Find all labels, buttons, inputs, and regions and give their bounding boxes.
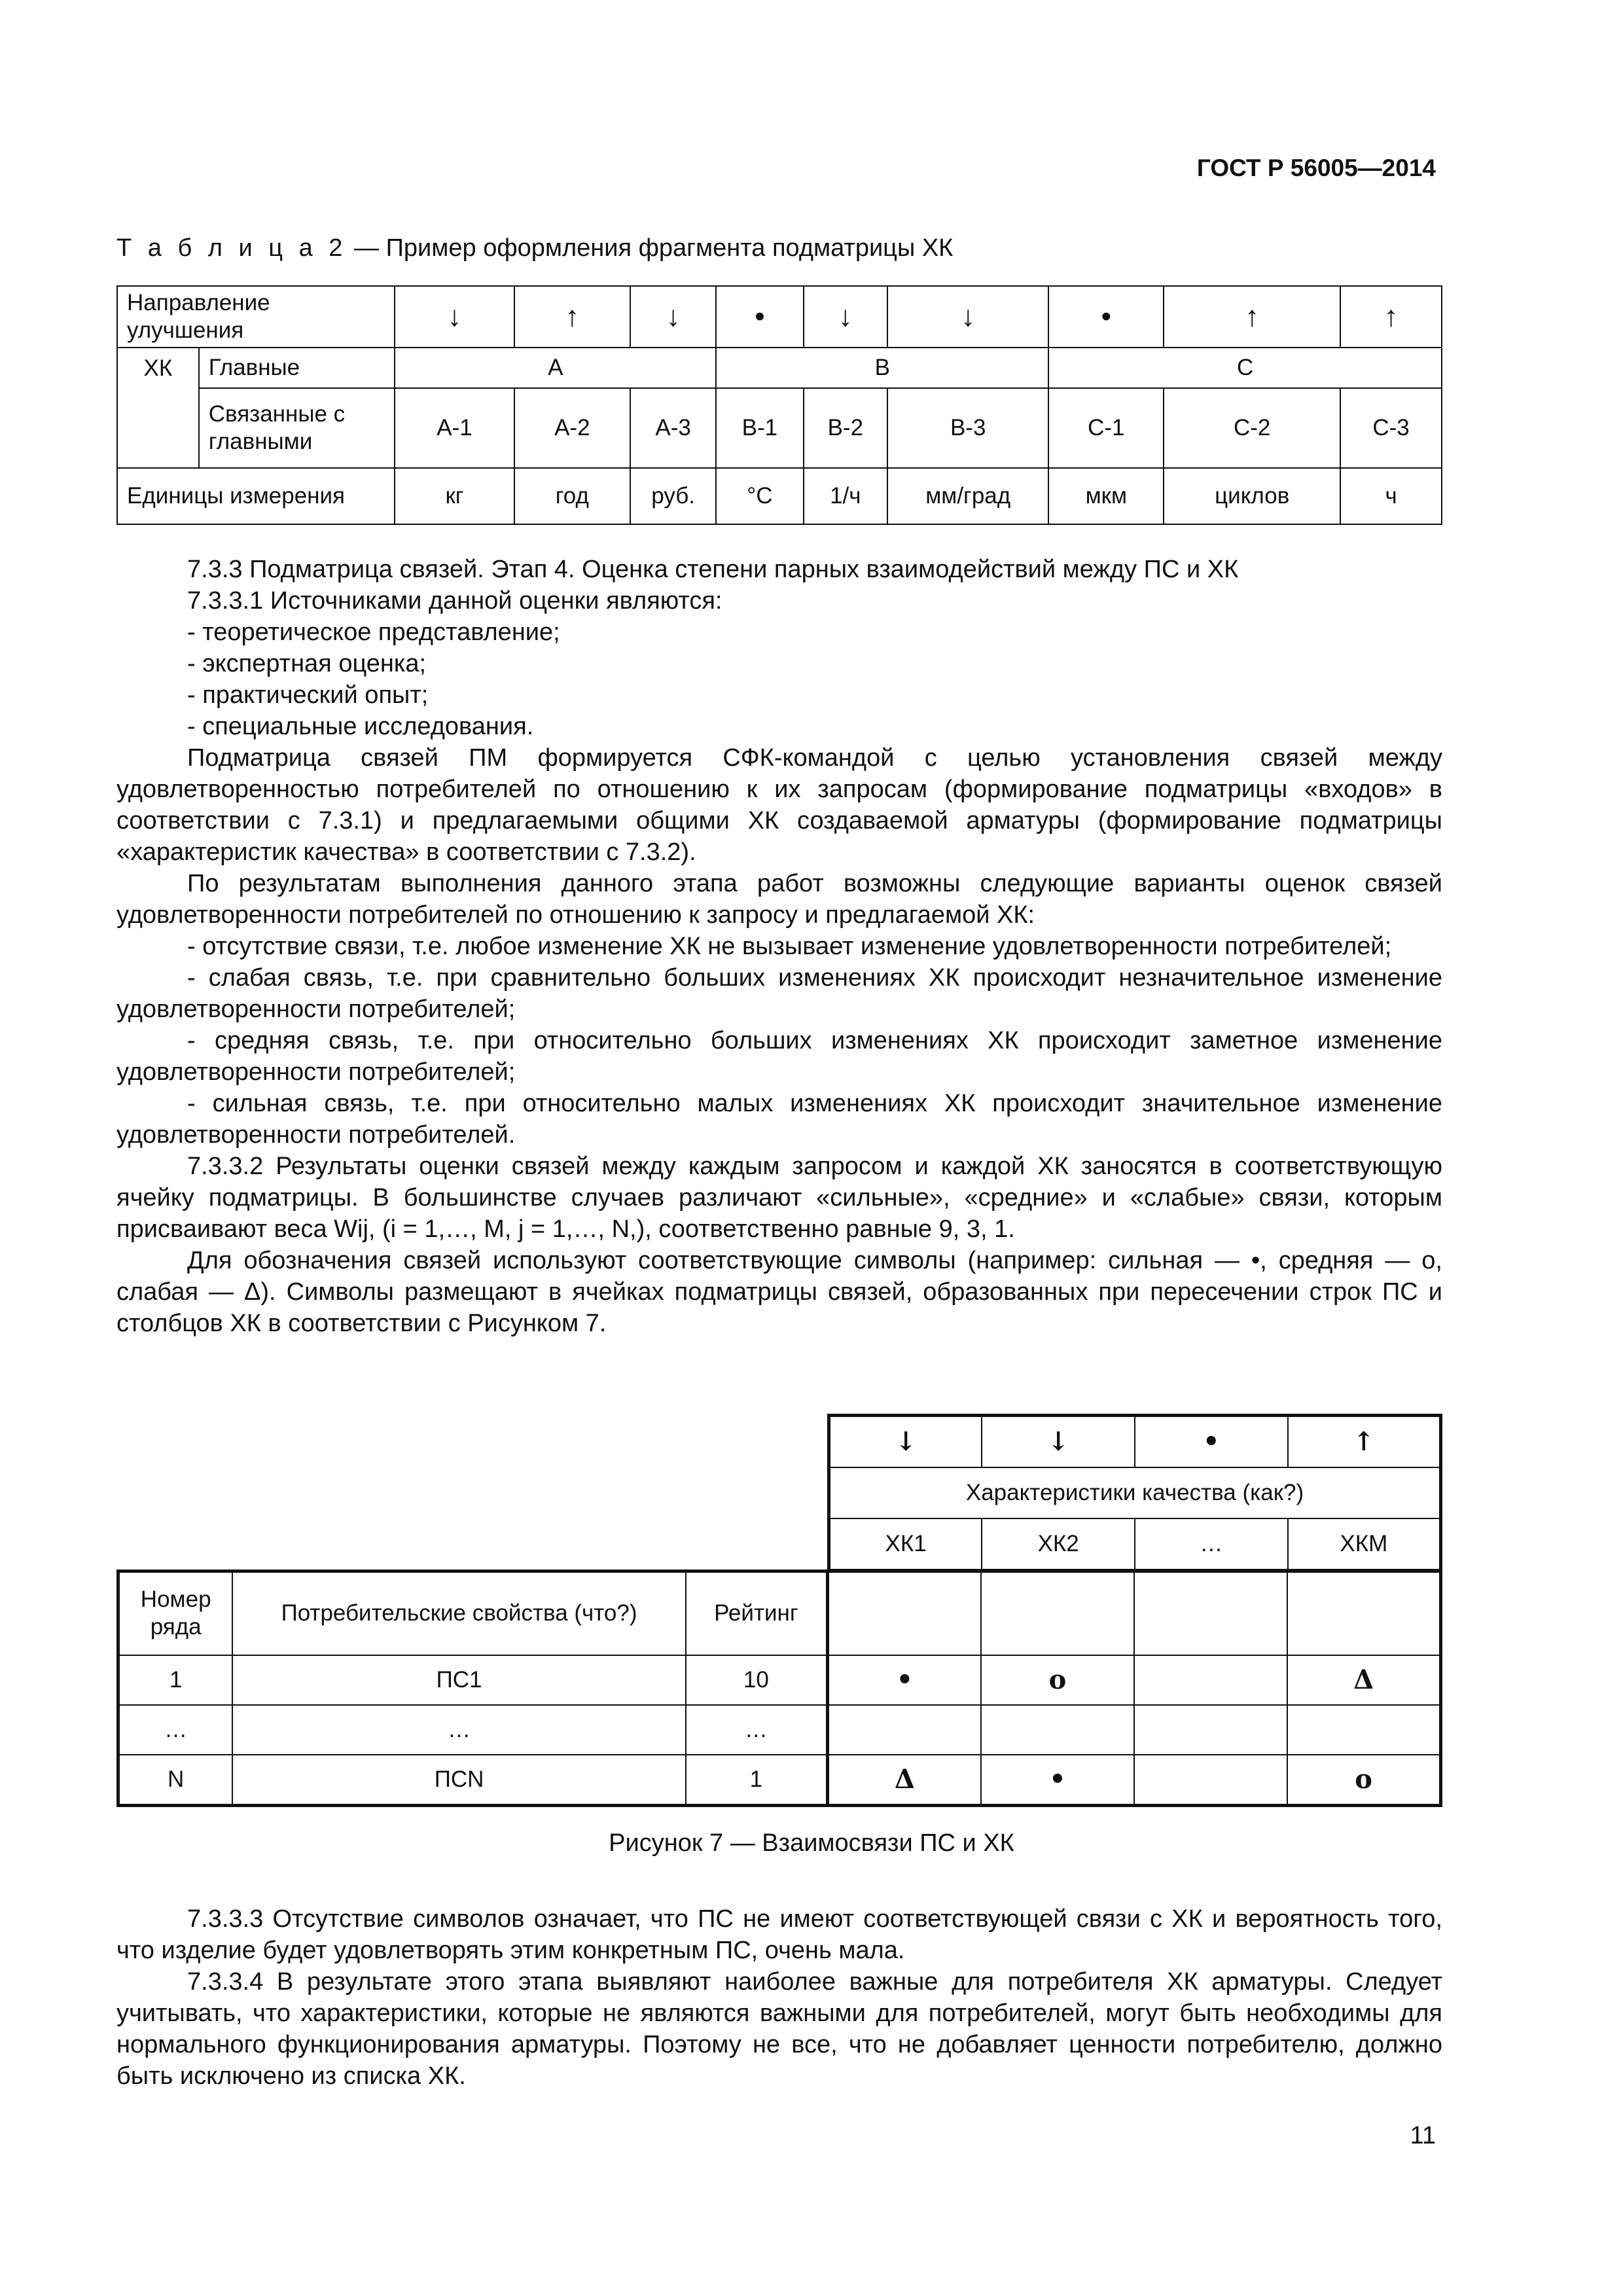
matrix-cell — [1287, 1705, 1440, 1755]
matrix-cell — [1134, 1755, 1287, 1806]
matrix-cell — [828, 1571, 981, 1655]
matrix-cell — [981, 1571, 1134, 1655]
xk-header-table — [827, 1414, 1442, 1572]
matrix-cell: Δ — [1287, 1655, 1440, 1705]
group-cell: C — [1048, 348, 1442, 388]
matrix-cell: o — [1287, 1755, 1440, 1806]
matrix-cell: Δ — [828, 1755, 981, 1806]
matrix-cell: o — [981, 1655, 1134, 1705]
matrix-cell — [981, 1705, 1134, 1755]
related-cell: A-1 — [395, 388, 514, 468]
matrix-cell: • — [828, 1655, 981, 1705]
table-caption-text: — Пример оформления фрагмента подматрицы ХК — [347, 234, 954, 262]
rating-cell: 10 — [686, 1655, 828, 1705]
list-item: - экспертная оценка; — [187, 650, 427, 677]
rating-cell: … — [686, 1705, 828, 1755]
related-cell: A-3 — [630, 388, 716, 468]
direction-cell: • — [716, 286, 803, 348]
group-cell: B — [716, 348, 1048, 388]
ps-cell: ПС1 — [232, 1655, 685, 1705]
direction-cell: ↑ — [1340, 286, 1442, 348]
list-item: - теоретическое представление; — [187, 619, 560, 646]
direction-cell: ↑ — [1164, 286, 1340, 348]
related-cell: B-2 — [804, 388, 887, 468]
related-cell: C-2 — [1164, 388, 1340, 468]
row-number: N — [118, 1755, 233, 1806]
paragraph-symbols: Для обозначения связей используют соответствующие символы (например: сильная — •, средняя — o, слабая — Δ). Символы размещают в ячейках подматрицы связей, образованных при пересечении строк ПС и столбцов ХК в соответствии с Рисунком 7. — [116, 1247, 1442, 1337]
matrix-cell — [828, 1705, 981, 1755]
rating-cell: 1 — [686, 1755, 828, 1806]
xk-direction-cell: • — [1135, 1416, 1288, 1468]
xk-direction-cell: ↓ — [829, 1416, 982, 1468]
document-header: ГОСТ Р 56005—2014 — [1196, 154, 1436, 181]
unit-cell: мкм — [1048, 468, 1164, 524]
xk-column-header: ХК2 — [982, 1518, 1135, 1571]
col-row-number: Номер ряда — [118, 1571, 233, 1655]
main-label: Главные — [199, 348, 395, 388]
xk-column-header: ХКM — [1288, 1518, 1441, 1571]
xk-label: ХК — [117, 348, 199, 468]
list-item: - специальные исследования. — [187, 713, 534, 740]
figure-7 — [116, 1414, 1442, 1806]
paragraph: Подматрица связей ПМ формируется СФК-командой с целью установления связей между удовлетворенностью потребителей по отношению к их запросам (формирование подматрицы «входов» в соответствии с 7.3.1) и предлагаемыми общими ХК создаваемой арматуры (формирование подматрицы «характеристик качества» в соответствии с 7.3.2). — [116, 744, 1442, 866]
units-label: Единицы измерения — [117, 468, 395, 524]
related-cell: C-3 — [1340, 388, 1442, 468]
unit-cell: год — [514, 468, 631, 524]
related-cell: B-3 — [887, 388, 1048, 468]
list-item: - практический опыт; — [187, 681, 429, 709]
xk-column-header: … — [1135, 1518, 1288, 1571]
direction-cell: ↓ — [804, 286, 887, 348]
paragraph: 7.3.3.3 Отсутствие символов означает, что ПС не имеют соответствующей связи с ХК и вероятность того, что изделие будет удовлетворять этим конкретным ПС, очень мала. — [116, 1905, 1442, 1964]
row-number: 1 — [118, 1655, 233, 1705]
unit-cell: руб. — [630, 468, 716, 524]
figure-caption: Рисунок 7 — Взаимосвязи ПС и ХК — [609, 1829, 1014, 1857]
col-consumer-properties: Потребительские свойства (что?) — [232, 1571, 685, 1655]
direction-cell: ↓ — [395, 286, 514, 348]
matrix-cell — [1134, 1705, 1287, 1755]
ps-cell: ПСN — [232, 1755, 685, 1806]
body-text — [116, 554, 1442, 1339]
list-item: - средняя связь, т.е. при относительно больших изменениях ХК происходит заметное изменение удовлетворенности потребителей; — [116, 1027, 1442, 1086]
unit-cell: кг — [395, 468, 514, 524]
list-item: - сильная связь, т.е. при относительно малых изменениях ХК происходит значительное изменение удовлетворенности потребителей. — [116, 1090, 1442, 1149]
after-figure-text — [116, 1903, 1442, 2092]
matrix-cell: • — [981, 1755, 1134, 1806]
table-2 — [116, 285, 1442, 525]
related-cell: A-2 — [514, 388, 631, 468]
direction-label: Направление улучшения — [117, 286, 395, 348]
xk-direction-cell: ↑ — [1288, 1416, 1441, 1468]
list-item: - отсутствие связи, т.е. любое изменение ХК не вызывает изменение удовлетворенности потребителей; — [187, 933, 1392, 960]
col-rating: Рейтинг — [686, 1571, 828, 1655]
xk-column-header: ХК1 — [829, 1518, 982, 1571]
page-number: 11 — [1410, 2122, 1436, 2149]
paragraph-weights: 7.3.3.2 Результаты оценки связей между каждым запросом и каждой ХК заносятся в соответствующую ячейку подматрицы. В большинстве случаев различают «сильные», «средние» и «слабые» связи, которым присваивают веса Wij, (i = 1,…, M, j = 1,…, N,), соответственно равные 9, 3, 1. — [116, 1153, 1442, 1243]
paragraph: По результатам выполнения данного этапа работ возможны следующие варианты оценок связей удовлетворенности потребителей по отношению к запросу и предлагаемой ХК: — [116, 870, 1442, 929]
xk-header: Характеристики качества (как?) — [829, 1467, 1441, 1518]
direction-cell: ↓ — [630, 286, 716, 348]
paragraph: 7.3.3.1 Источниками данной оценки являются: — [187, 587, 722, 615]
list-item: - слабая связь, т.е. при сравнительно больших изменениях ХК происходит незначительное изменение удовлетворенности потребителей; — [116, 964, 1442, 1023]
ps-matrix-table — [116, 1570, 1442, 1807]
related-cell: B-1 — [716, 388, 803, 468]
unit-cell: мм/град — [887, 468, 1048, 524]
related-cell: C-1 — [1048, 388, 1164, 468]
unit-cell: °С — [716, 468, 803, 524]
row-number: … — [118, 1705, 233, 1755]
ps-cell: … — [232, 1705, 685, 1755]
unit-cell: циклов — [1164, 468, 1340, 524]
matrix-cell — [1287, 1571, 1440, 1655]
paragraph: 7.3.3 Подматрица связей. Этап 4. Оценка степени парных взаимодействий между ПС и ХК — [187, 556, 1239, 583]
matrix-cell — [1134, 1571, 1287, 1655]
paragraph: 7.3.3.4 В результате этого этапа выявляют наиболее важные для потребителя ХК арматуры. Следует учитывать, что характеристики, которые не являются важными для потребителей, могут быть необходимы для нормального функционирования арматуры. Поэтому не все, что не добавляет ценности потребителю, должно быть исключено из списка ХК. — [116, 1968, 1442, 2090]
direction-cell: ↓ — [887, 286, 1048, 348]
table-caption-label: Т а б л и ц а 2 — [116, 234, 348, 262]
unit-cell: ч — [1340, 468, 1442, 524]
unit-cell: 1/ч — [804, 468, 887, 524]
xk-direction-cell: ↓ — [982, 1416, 1135, 1468]
related-label: Связанные с главными — [199, 388, 395, 468]
direction-cell: ↑ — [514, 286, 631, 348]
matrix-cell — [1134, 1655, 1287, 1705]
table-caption — [116, 234, 953, 262]
group-cell: A — [395, 348, 716, 388]
direction-cell: • — [1048, 286, 1164, 348]
